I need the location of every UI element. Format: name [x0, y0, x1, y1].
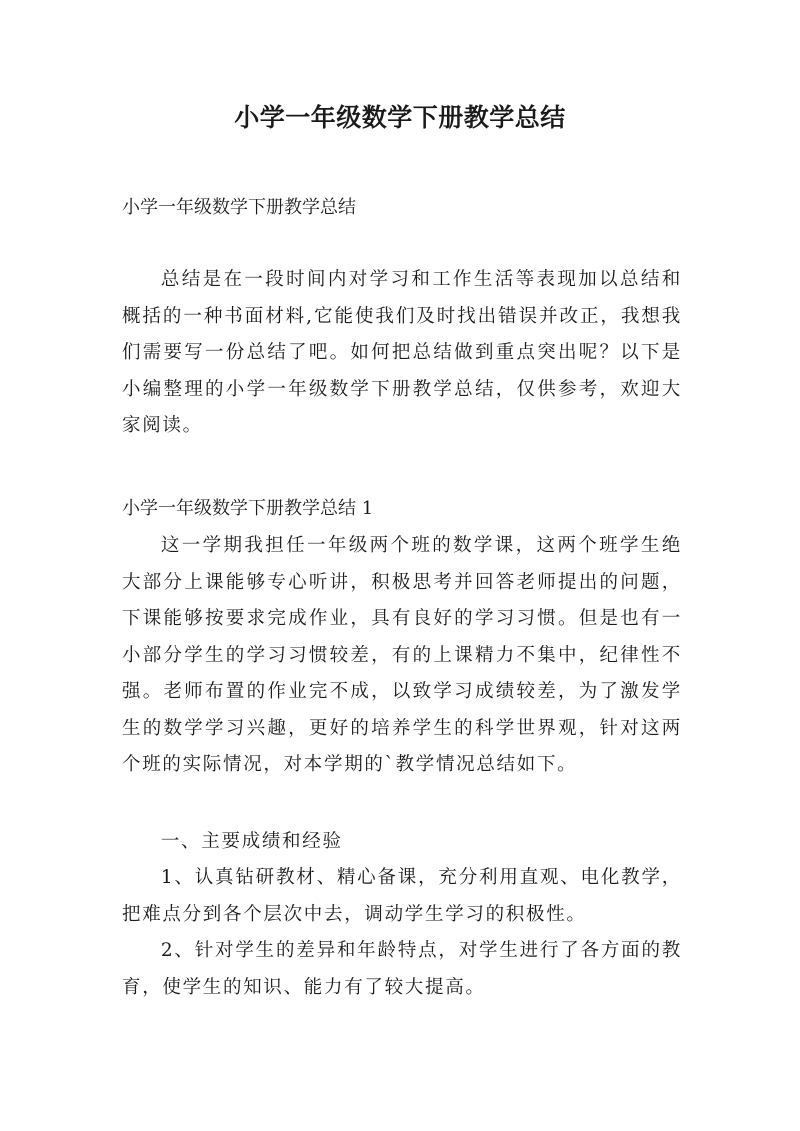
section-heading: 小学一年级数学下册教学总结 1	[122, 498, 374, 519]
section-body-paragraph: 这一学期我担任一年级两个班的数学课，这两个班学生绝大部分上课能够专心听讲，积极思考并回答老师提出的问题，下课能够按要求完成作业，具有良好的学习习惯。但是也有一小部分学生的学习习惯较差，有的上课精力不集中，纪律性不强。老师布置的作业完不成，以致学习成绩较差，为了激发学生的数学学习兴趣，更好的培养学生的科学世界观，针对这两个班的实际情况，对本学期的`教学情况总结如下。	[122, 535, 682, 775]
item-heading: 一、主要成绩和经验	[160, 831, 343, 852]
list-item: 1、认真钻研教材、精心备课，充分利用直观、电化教学，把难点分到各个层次中去，调动学生学习的积极性。	[122, 867, 682, 925]
list-item: 2、针对学生的差异和年龄特点，对学生进行了各方面的教育，使学生的知识、能力有了较大提高。	[122, 940, 682, 998]
document-subtitle: 小学一年级数学下册教学总结	[122, 197, 356, 218]
intro-paragraph: 总结是在一段时间内对学习和工作生活等表现加以总结和概括的一种书面材料,它能使我们及时找出错误并改正，我想我们需要写一份总结了吧。如何把总结做到重点突出呢？以下是小编整理的小学一年级数学下册教学总结，仅供参考，欢迎大家阅读。	[122, 269, 682, 436]
document-title: 小学一年级数学下册教学总结	[234, 103, 566, 132]
